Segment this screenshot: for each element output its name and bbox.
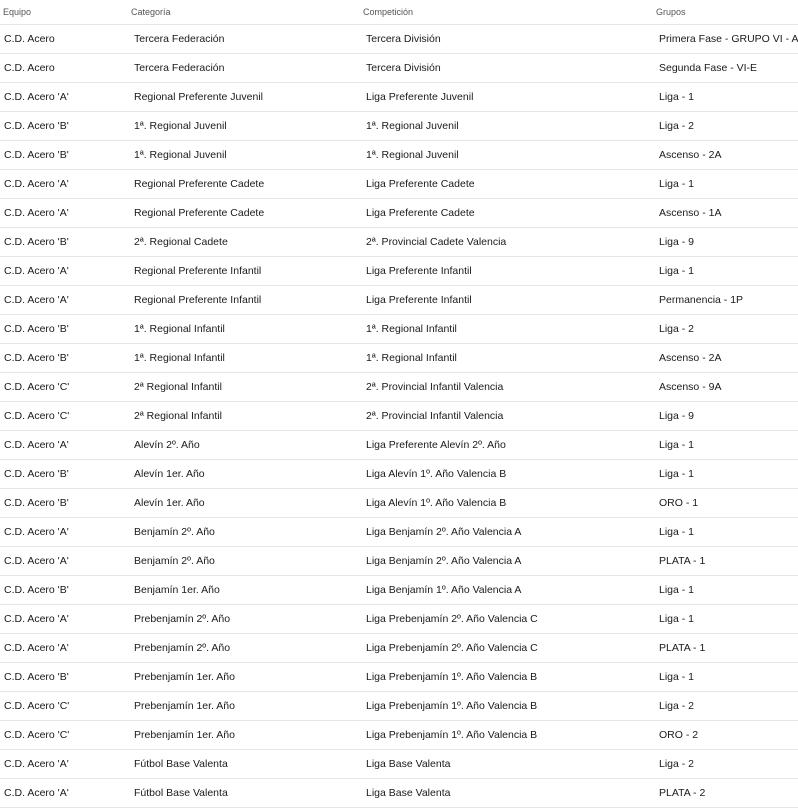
group-cell[interactable]: PLATA - 1 (659, 642, 706, 654)
category-cell: 1ª. Regional Infantil (134, 352, 225, 364)
team-cell: C.D. Acero 'B' (4, 149, 69, 161)
table-row[interactable] (0, 199, 798, 228)
group-cell[interactable]: Liga - 1 (659, 91, 695, 103)
table-row[interactable] (0, 228, 798, 257)
team-cell: C.D. Acero 'A' (4, 526, 69, 538)
category-cell: 2ª Regional Infantil (134, 381, 222, 393)
competition-cell: Liga Preferente Cadete (366, 178, 475, 190)
category-cell: Benjamín 1er. Año (134, 584, 220, 596)
team-cell: C.D. Acero 'C' (4, 729, 70, 741)
competition-cell: Liga Preferente Juvenil (366, 91, 474, 103)
group-cell[interactable]: Ascenso - 9A (659, 381, 722, 393)
group-cell[interactable]: Liga - 2 (659, 700, 695, 712)
table-row[interactable] (0, 344, 798, 373)
group-cell[interactable]: Liga - 1 (659, 439, 695, 451)
team-cell: C.D. Acero 'A' (4, 91, 69, 103)
team-cell: C.D. Acero 'A' (4, 207, 69, 219)
table-row[interactable] (0, 315, 798, 344)
group-cell[interactable]: Liga - 9 (659, 236, 695, 248)
category-cell: Alevín 1er. Año (134, 468, 205, 480)
competition-cell: Liga Preferente Alevín 2º. Año (366, 439, 506, 451)
competition-cell: 1ª. Regional Juvenil (366, 149, 459, 161)
team-cell: C.D. Acero 'B' (4, 236, 69, 248)
competition-cell: Liga Preferente Infantil (366, 294, 472, 306)
table-row[interactable] (0, 25, 798, 54)
group-cell[interactable]: Primera Fase - GRUPO VI - A (659, 33, 798, 45)
category-cell: Tercera Federación (134, 62, 225, 74)
table-row[interactable] (0, 750, 798, 779)
table-row[interactable] (0, 54, 798, 83)
table-row[interactable] (0, 257, 798, 286)
group-cell[interactable]: Liga - 1 (659, 178, 695, 190)
group-cell[interactable]: ORO - 1 (659, 497, 699, 509)
table-row[interactable] (0, 373, 798, 402)
competition-cell: 2ª. Provincial Cadete Valencia (366, 236, 507, 248)
competition-cell: Liga Base Valenta (366, 758, 451, 770)
team-cell: C.D. Acero 'C' (4, 700, 70, 712)
team-cell: C.D. Acero 'A' (4, 555, 69, 567)
competition-cell: Liga Benjamín 2º. Año Valencia A (366, 555, 522, 567)
group-cell[interactable]: Liga - 1 (659, 613, 695, 625)
column-header-competicion[interactable]: Competición (363, 7, 414, 17)
table-row[interactable] (0, 518, 798, 547)
category-cell: Fútbol Base Valenta (134, 758, 228, 770)
table-row[interactable] (0, 83, 798, 112)
team-cell: C.D. Acero 'A' (4, 787, 69, 799)
competition-cell: 1ª. Regional Infantil (366, 323, 457, 335)
team-cell: C.D. Acero 'B' (4, 497, 69, 509)
category-cell: Fútbol Base Valenta (134, 787, 228, 799)
table-row[interactable] (0, 431, 798, 460)
team-cell: C.D. Acero 'C' (4, 381, 70, 393)
team-cell: C.D. Acero 'A' (4, 613, 69, 625)
team-cell: C.D. Acero 'C' (4, 410, 70, 422)
column-header-categoria[interactable]: Categoría (131, 7, 171, 17)
category-cell: Prebenjamín 2º. Año (134, 642, 231, 654)
competition-cell: Liga Benjamín 2º. Año Valencia A (366, 526, 522, 538)
table-row[interactable] (0, 489, 798, 518)
category-cell: Tercera Federación (134, 33, 225, 45)
table-row[interactable] (0, 605, 798, 634)
table-row[interactable] (0, 170, 798, 199)
competition-cell: Liga Alevín 1º. Año Valencia B (366, 497, 507, 509)
category-cell: Alevín 2º. Año (134, 439, 200, 451)
group-cell[interactable]: Liga - 2 (659, 323, 695, 335)
competition-cell: Liga Prebenjamín 2º. Año Valencia C (366, 642, 538, 654)
team-cell: C.D. Acero 'B' (4, 120, 69, 132)
category-cell: Prebenjamín 1er. Año (134, 700, 235, 712)
category-cell: Regional Preferente Cadete (134, 178, 265, 190)
group-cell[interactable]: ORO - 2 (659, 729, 699, 741)
table-row[interactable] (0, 141, 798, 170)
competition-cell: Liga Prebenjamín 1º. Año Valencia B (366, 700, 538, 712)
team-cell: C.D. Acero 'A' (4, 642, 69, 654)
table-row[interactable] (0, 112, 798, 141)
category-cell: Benjamín 2º. Año (134, 555, 215, 567)
category-cell: 2ª Regional Infantil (134, 410, 222, 422)
table-row[interactable] (0, 576, 798, 605)
group-cell[interactable]: PLATA - 1 (659, 555, 706, 567)
team-cell: C.D. Acero 'B' (4, 584, 69, 596)
group-cell[interactable]: Liga - 9 (659, 410, 695, 422)
table-row[interactable] (0, 721, 798, 750)
competition-cell: Liga Base Valenta (366, 787, 451, 799)
table-row[interactable] (0, 286, 798, 315)
table-row[interactable] (0, 547, 798, 576)
column-header-grupos[interactable]: Grupos (656, 7, 686, 17)
column-header-equipo[interactable]: Equipo (3, 7, 32, 17)
competition-cell: Tercera División (366, 62, 441, 74)
competition-cell: 2ª. Provincial Infantil Valencia (366, 381, 504, 393)
category-cell: 2ª. Regional Cadete (134, 236, 228, 248)
category-cell: Benjamín 2º. Año (134, 526, 215, 538)
team-cell: C.D. Acero 'A' (4, 439, 69, 451)
category-cell: Prebenjamín 2º. Año (134, 613, 231, 625)
table-row[interactable] (0, 779, 798, 808)
group-cell[interactable]: PLATA - 2 (659, 787, 706, 799)
category-cell: 1ª. Regional Infantil (134, 323, 225, 335)
table-row[interactable] (0, 460, 798, 489)
category-cell: 1ª. Regional Juvenil (134, 149, 227, 161)
group-cell[interactable]: Ascenso - 1A (659, 207, 722, 219)
team-cell: C.D. Acero 'A' (4, 758, 69, 770)
group-cell[interactable]: Liga - 1 (659, 526, 695, 538)
group-cell[interactable]: Permanencia - 1P (659, 294, 744, 306)
competition-cell: 1ª. Regional Juvenil (366, 120, 459, 132)
group-cell[interactable]: Segunda Fase - VI-E (659, 62, 758, 74)
group-cell[interactable]: Liga - 1 (659, 265, 695, 277)
competition-cell: Liga Prebenjamín 1º. Año Valencia B (366, 729, 538, 741)
team-cell: C.D. Acero (4, 62, 55, 74)
team-cell: C.D. Acero 'B' (4, 468, 69, 480)
category-cell: Prebenjamín 1er. Año (134, 671, 235, 683)
team-cell: C.D. Acero 'A' (4, 265, 69, 277)
category-cell: Regional Preferente Infantil (134, 294, 262, 306)
competition-cell: Liga Alevín 1º. Año Valencia B (366, 468, 507, 480)
team-cell: C.D. Acero 'B' (4, 352, 69, 364)
category-cell: Alevín 1er. Año (134, 497, 205, 509)
competition-cell: Liga Prebenjamín 1º. Año Valencia B (366, 671, 538, 683)
group-cell[interactable]: Liga - 2 (659, 120, 695, 132)
group-cell[interactable]: Ascenso - 2A (659, 149, 722, 161)
group-cell[interactable]: Liga - 1 (659, 671, 695, 683)
category-cell: Regional Preferente Cadete (134, 207, 265, 219)
competition-cell: 1ª. Regional Infantil (366, 352, 457, 364)
group-cell[interactable]: Ascenso - 2A (659, 352, 722, 364)
table-row[interactable] (0, 634, 798, 663)
competition-cell: 2ª. Provincial Infantil Valencia (366, 410, 504, 422)
competition-cell: Liga Benjamín 1º. Año Valencia A (366, 584, 522, 596)
category-cell: 1ª. Regional Juvenil (134, 120, 227, 132)
table-row[interactable] (0, 692, 798, 721)
team-cell: C.D. Acero 'A' (4, 178, 69, 190)
table-row[interactable] (0, 663, 798, 692)
group-cell[interactable]: Liga - 1 (659, 468, 695, 480)
competition-cell: Liga Prebenjamín 2º. Año Valencia C (366, 613, 538, 625)
table-header (0, 0, 798, 25)
category-cell: Regional Preferente Infantil (134, 265, 262, 277)
team-cell: C.D. Acero 'A' (4, 294, 69, 306)
team-cell: C.D. Acero (4, 33, 55, 45)
team-cell: C.D. Acero 'B' (4, 671, 69, 683)
table-row[interactable] (0, 402, 798, 431)
group-cell[interactable]: Liga - 1 (659, 584, 695, 596)
group-cell[interactable]: Liga - 2 (659, 758, 695, 770)
team-cell: C.D. Acero 'B' (4, 323, 69, 335)
category-cell: Prebenjamín 1er. Año (134, 729, 235, 741)
competition-cell: Liga Preferente Cadete (366, 207, 475, 219)
competition-cell: Liga Preferente Infantil (366, 265, 472, 277)
category-cell: Regional Preferente Juvenil (134, 91, 263, 103)
competition-cell: Tercera División (366, 33, 441, 45)
table-body (0, 25, 798, 808)
